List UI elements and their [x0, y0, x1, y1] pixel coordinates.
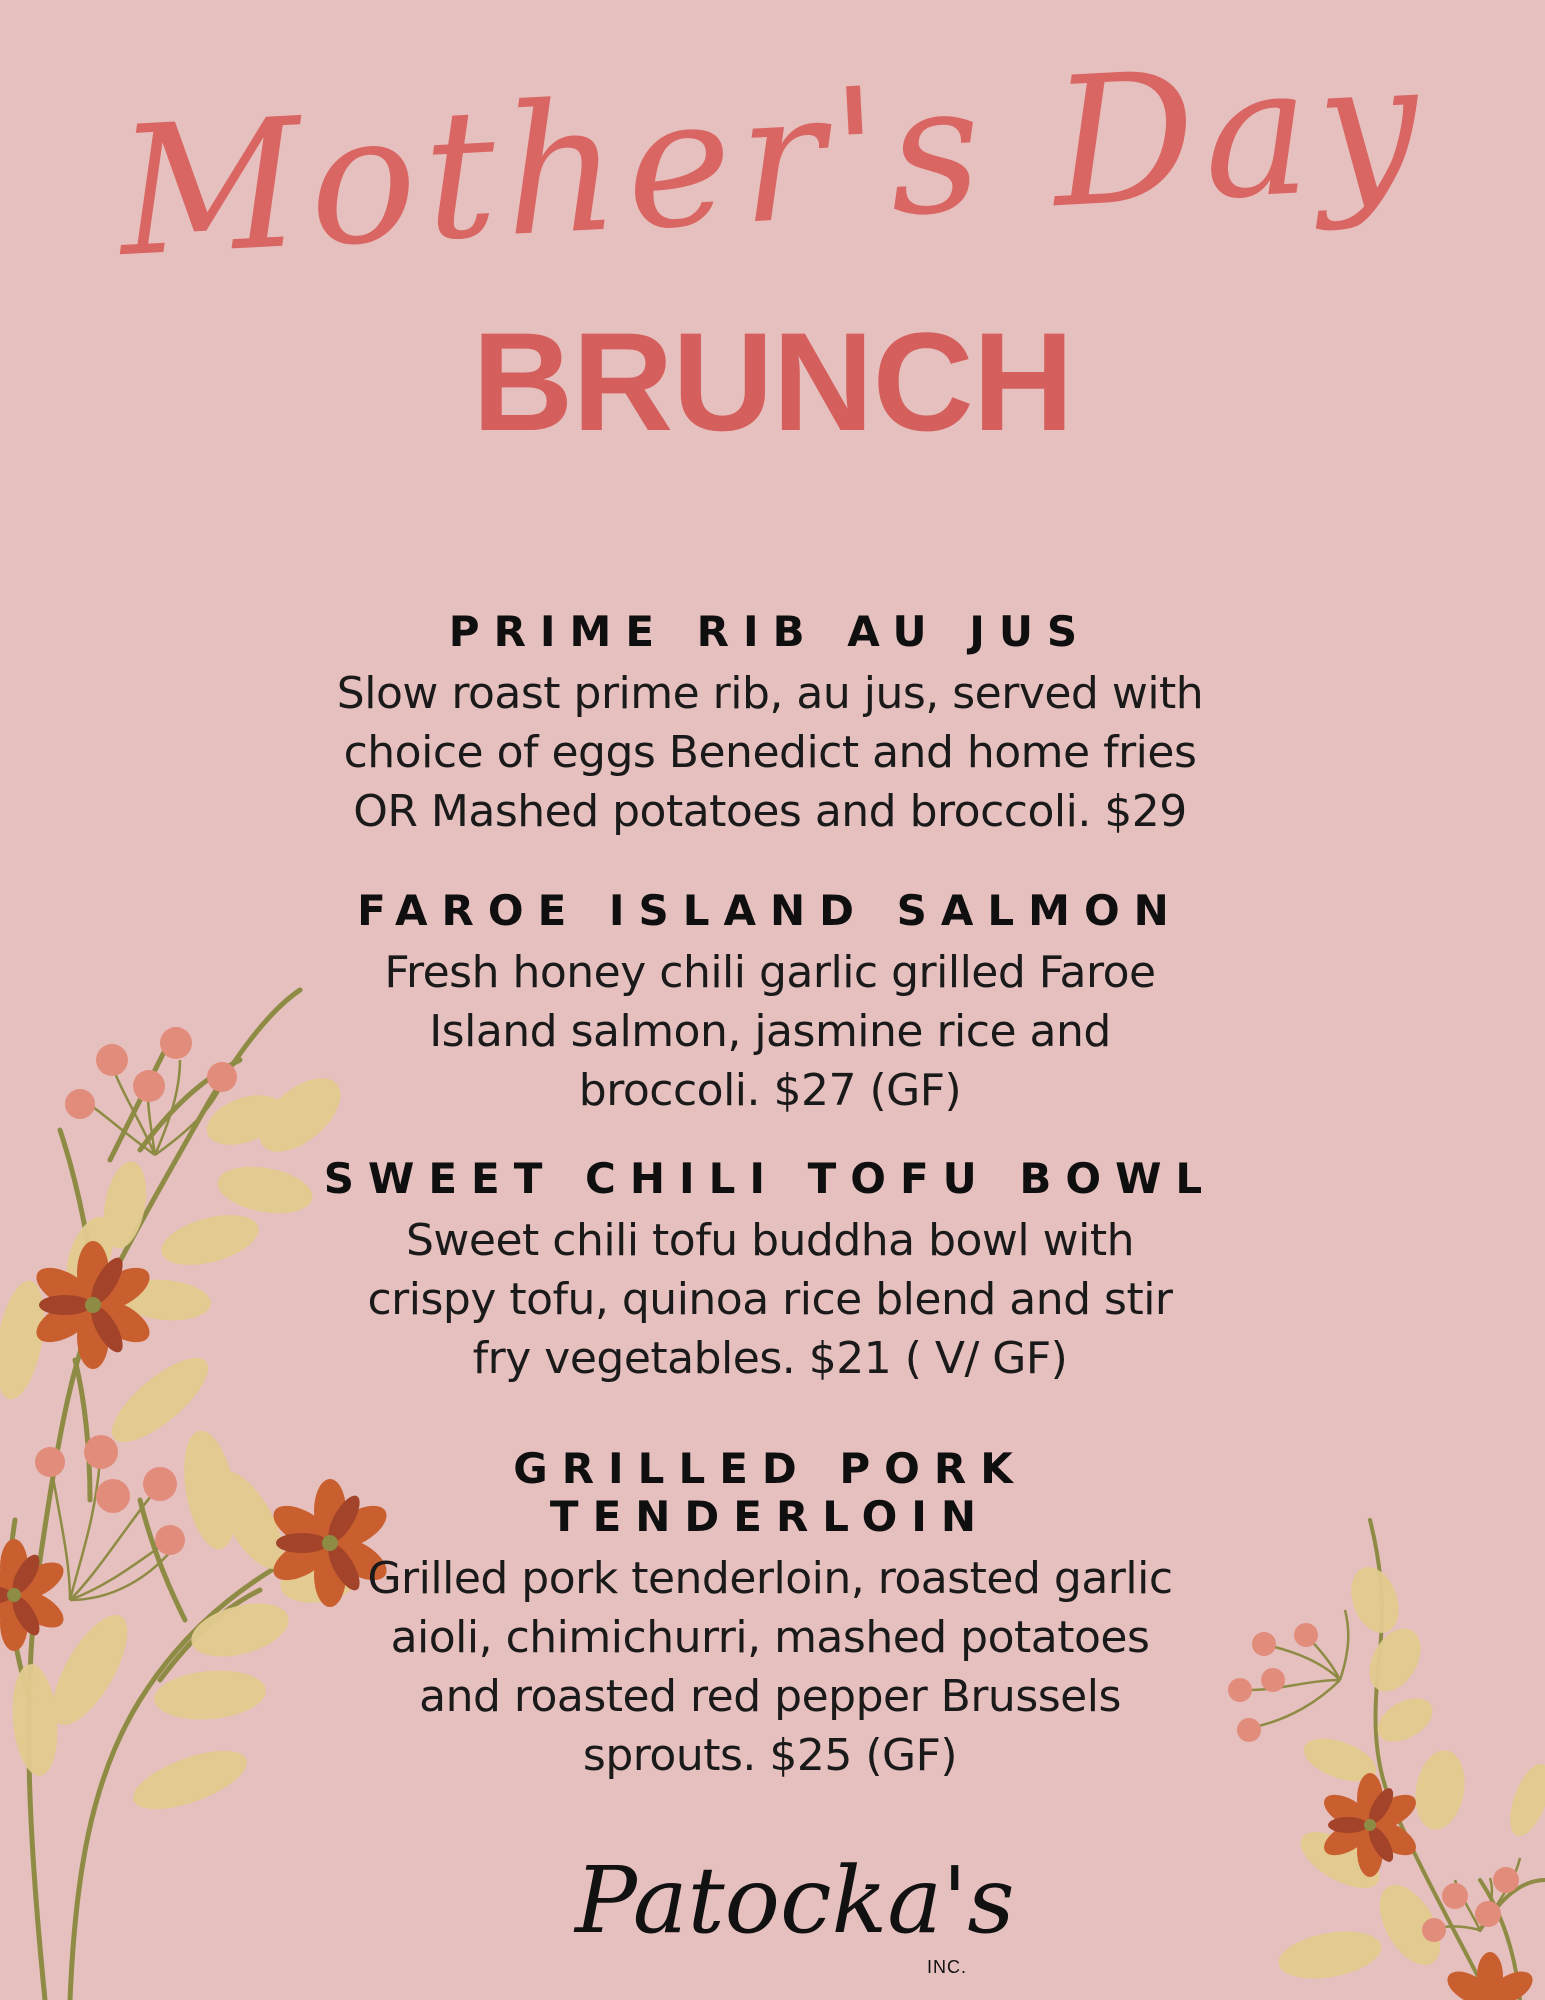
menu-item-description: Grilled pork tenderloin, roasted garlic aioli, chimichurri, mashed potatoes and roasted red pepper Brussels sprouts. $25 (GF) — [367, 1553, 1173, 1781]
menu-item-title: SWEET CHILI TOFU BOWL — [323, 1154, 1217, 1203]
menu-item — [270, 608, 1270, 841]
script-title: Mother's Day — [113, 20, 1432, 297]
menu-item-title: PRIME RIB AU JUS — [448, 607, 1092, 656]
brand-name: Patocka's — [575, 1847, 1015, 1954]
menu-item — [270, 1155, 1270, 1388]
brand-logo — [575, 1847, 1015, 1977]
menu-item-description: Slow roast prime rib, au jus, served with choice of eggs Benedict and home fries OR Mashed potatoes and broccoli. $29 — [336, 668, 1204, 837]
menu-item-description: Fresh honey chili garlic grilled Faroe Island salmon, jasmine rice and broccoli. $27 (GF) — [384, 947, 1156, 1116]
brand-suffix: INC. — [927, 1957, 967, 1977]
menu-item-description: Sweet chili tofu buddha bowl with crispy tofu, quinoa rice blend and stir fry vegetables. $21 ( V/ GF) — [367, 1215, 1173, 1384]
menu-item — [270, 887, 1270, 1120]
main-title: BRUNCH — [472, 303, 1073, 460]
menu-item-title: GRILLED PORK TENDERLOIN — [513, 1444, 1027, 1541]
menu-item — [270, 1445, 1270, 1785]
menu-item-title: FAROE ISLAND SALMON — [357, 886, 1183, 935]
